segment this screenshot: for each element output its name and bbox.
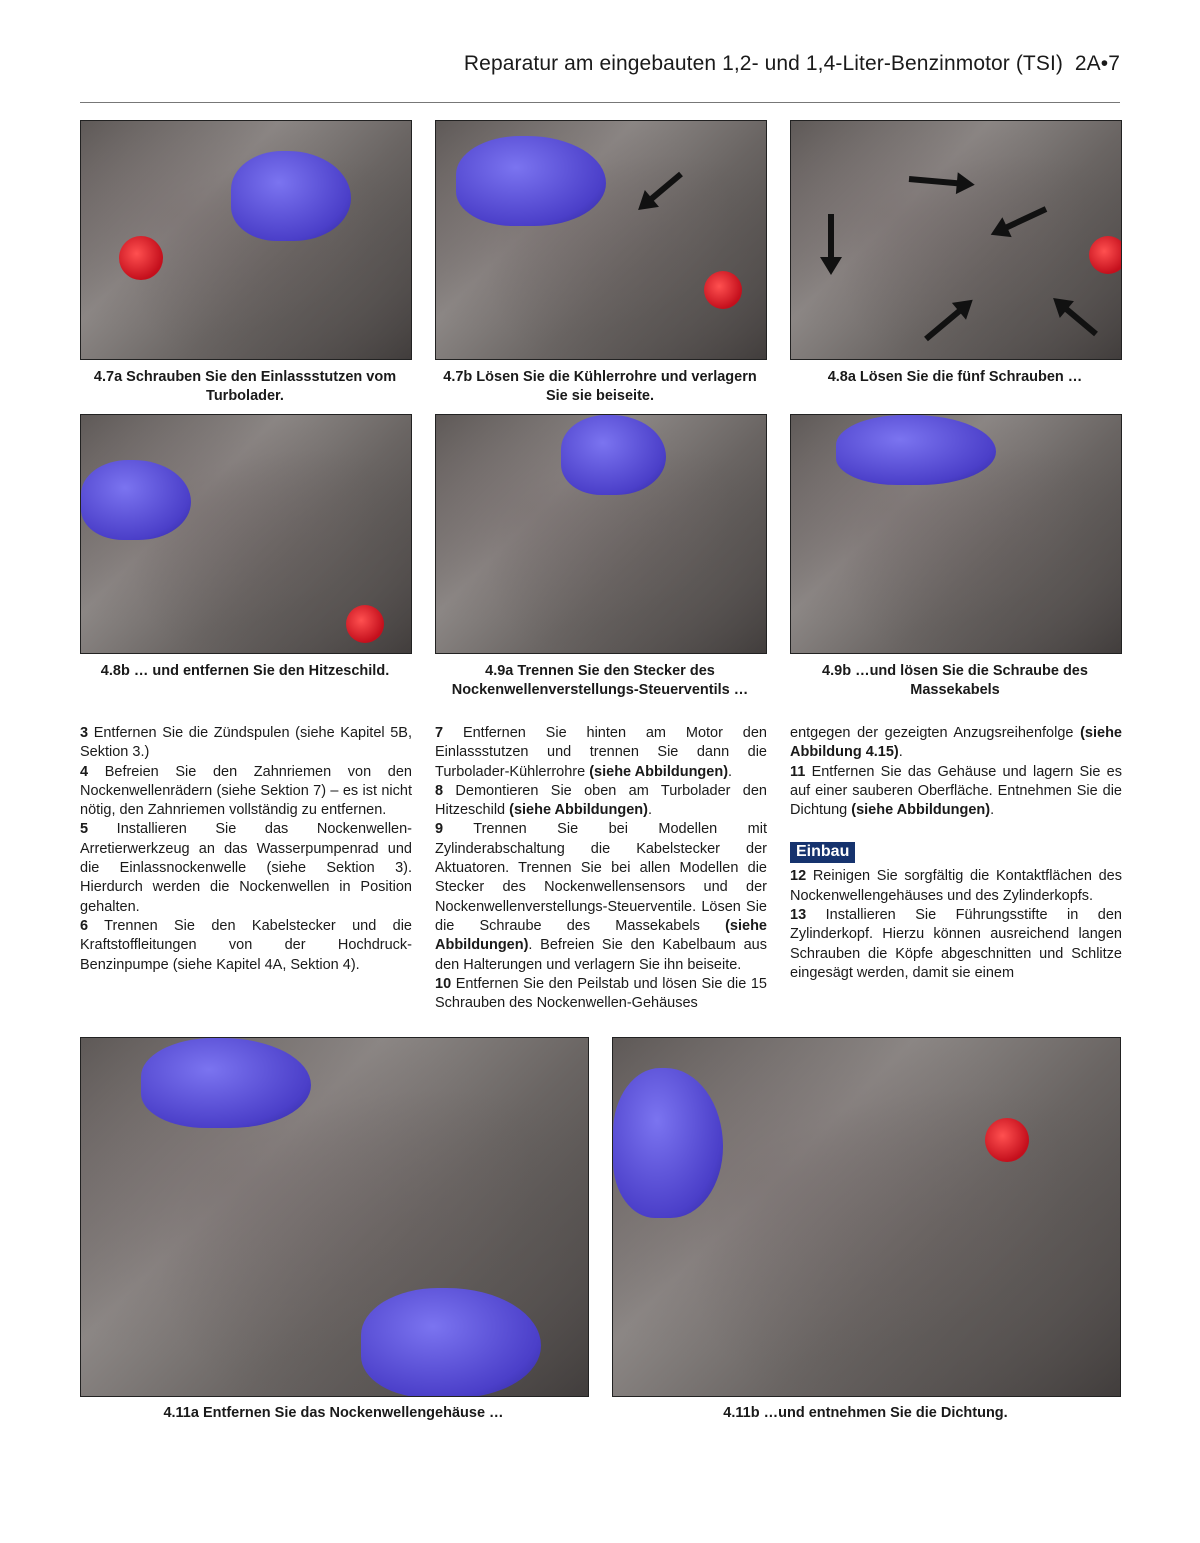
glove-shape	[141, 1038, 311, 1128]
red-cap-shape	[985, 1118, 1029, 1162]
arrow-icon	[924, 301, 970, 341]
step-9: 9 Trennen Sie bei Modellen mit Zylinderabschaltung die Kabelstecker der Aktuatoren. Trennen Sie bei allen Modellen die Stecker des Nockenwellensensors und der Nockenwellenverstellungs-Steuerventile. Lösen Sie die Schraube des Massekabels (siehe Abbildungen). Befreien Sie den Kabelbaum aus den Halterungen und verlagern Sie ihn beiseite.	[435, 821, 767, 973]
photo-4-8b	[80, 414, 412, 654]
glove-shape	[81, 460, 191, 540]
page-header	[464, 52, 1120, 76]
step-3: 3 Entfernen Sie die Zündspulen (siehe Kapitel 5B, Sektion 3.)	[80, 725, 412, 761]
photo-4-7b	[435, 120, 767, 360]
step-8: 8 Demontieren Sie oben am Turbolader den Hitzeschild (siehe Abbildungen).	[435, 782, 767, 819]
glove-shape	[361, 1288, 541, 1397]
glove-shape	[613, 1068, 723, 1218]
caption-4-8a: 4.8a Lösen Sie die fünf Schrauben …	[827, 369, 1083, 385]
step-4: 4 Befreien Sie den Zahnriemen von den Nockenwellenrädern (siehe Sektion 7) – es ist nicht nötig, den Zahnriemen vollständig zu entfernen.	[80, 763, 412, 819]
text-column-2	[435, 724, 767, 1013]
caption-4-11a: 4.11a Entfernen Sie das Nockenwellengehäuse …	[163, 1405, 504, 1421]
arrow-icon	[828, 214, 834, 269]
glove-shape	[561, 415, 666, 495]
step-10: 10 Entfernen Sie den Peilstab und lösen Sie die 15 Schrauben des Nockenwellen-Gehäuses	[435, 975, 767, 1012]
glove-shape	[231, 151, 351, 241]
glove-shape	[836, 415, 996, 485]
arrow-icon	[909, 176, 969, 187]
arrow-icon	[641, 172, 683, 209]
step-12: 12 Reinigen Sie sorgfältig die Kontaktflächen des Nockenwellengehäuses und des Zylinderkopfs.	[790, 868, 1122, 904]
arrow-icon	[1056, 300, 1098, 337]
glove-shape	[456, 136, 606, 226]
arrow-icon	[995, 206, 1047, 235]
step-5: 5 Installieren Sie das Nockenwellen-Arretierwerkzeug an das Wasserpumpenrad und die Einlassnockenwelle (siehe Sektion 3). Hierdurch werden die Nockenwellen in Position gehalten.	[80, 821, 412, 915]
step-7: 7 Entfernen Sie hinten am Motor den Einlassstutzen und trennen Sie dann die Turbolader-Kühlerrohre (siehe Abbildungen).	[435, 725, 767, 780]
photo-4-8a	[790, 120, 1122, 360]
photo-4-11b	[612, 1037, 1121, 1397]
text-column-1	[80, 724, 412, 975]
photo-4-9a	[435, 414, 767, 654]
section-heading-einbau: Einbau	[790, 842, 855, 863]
step-10-continued: entgegen der gezeigten Anzugsreihenfolge (siehe Abbildung 4.15).	[790, 725, 1122, 761]
caption-4-9a: 4.9a Trennen Sie den Stecker des Nockenwellenverstellungs-Steuerventils …	[451, 663, 749, 698]
step-11: 11 Entfernen Sie das Gehäuse und lagern Sie es auf einer sauberen Oberfläche. Entnehmen Sie die Dichtung (siehe Abbildungen).	[790, 763, 1122, 819]
page-number: 2A•7	[1074, 52, 1120, 75]
caption-4-7b: 4.7b Lösen Sie die Kühlerrohre und verlagern Sie sie beiseite.	[443, 369, 757, 404]
photo-4-9b	[790, 414, 1122, 654]
step-13: 13 Installieren Sie Führungsstifte in den Zylinderkopf. Hierzu können ausreichend langen Schrauben die Köpfe abgeschnitten und Schlitze eingesägt werden, damit sie einem	[790, 907, 1122, 981]
red-cap-shape	[346, 605, 384, 643]
caption-4-8b: 4.8b … und entfernen Sie den Hitzeschild.	[100, 663, 390, 679]
red-cap-shape	[704, 271, 742, 309]
caption-4-9b: 4.9b …und lösen Sie die Schraube des Massekabels	[822, 663, 1088, 698]
text-column-3	[790, 724, 1122, 983]
red-cap-shape	[1089, 236, 1122, 274]
caption-4-7a: 4.7a Schrauben Sie den Einlassstutzen vom Turbolader.	[93, 369, 397, 404]
photo-4-7a	[80, 120, 412, 360]
step-6: 6 Trennen Sie den Kabelstecker und die Kraftstoffleitungen von der Hochdruck-Benzinpumpe (siehe Kapitel 4A, Sektion 4).	[80, 917, 412, 973]
header-title: Reparatur am eingebauten 1,2- und 1,4-Liter-Benzinmotor (TSI)	[463, 52, 1063, 75]
photo-4-11a	[80, 1037, 589, 1397]
header-rule	[80, 102, 1120, 103]
caption-4-11b: 4.11b …und entnehmen Sie die Dichtung.	[723, 1405, 1008, 1421]
red-cap-shape	[119, 236, 163, 280]
